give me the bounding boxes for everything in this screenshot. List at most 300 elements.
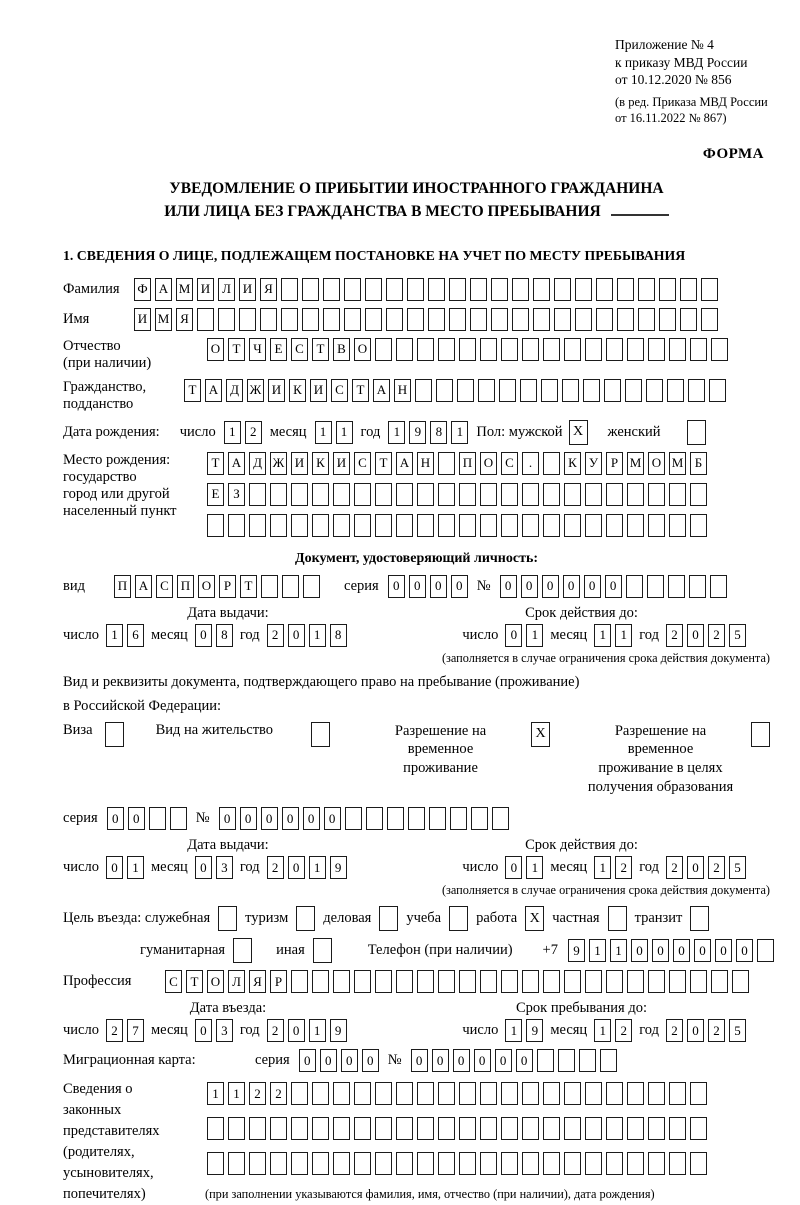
char-cell[interactable] — [564, 1082, 581, 1105]
char-cell[interactable]: А — [135, 575, 152, 598]
char-cell[interactable] — [709, 379, 726, 402]
char-cell[interactable] — [459, 970, 476, 993]
char-cell[interactable] — [543, 970, 560, 993]
humanitarian-checkbox[interactable] — [233, 938, 252, 963]
char-cell[interactable] — [333, 1152, 350, 1175]
char-cell[interactable] — [459, 514, 476, 537]
char-cell[interactable]: 0 — [652, 939, 669, 962]
char-cell[interactable] — [386, 308, 403, 331]
char-cell[interactable] — [668, 575, 685, 598]
char-cell[interactable]: 0 — [451, 575, 468, 598]
char-cell[interactable] — [617, 278, 634, 301]
char-cell[interactable]: . — [522, 452, 539, 475]
char-cell[interactable]: Я — [260, 278, 277, 301]
char-cell[interactable] — [585, 483, 602, 506]
official-checkbox[interactable] — [218, 906, 237, 931]
char-cell[interactable] — [626, 575, 643, 598]
char-cell[interactable] — [648, 970, 665, 993]
char-cell[interactable] — [291, 970, 308, 993]
char-cell[interactable] — [459, 483, 476, 506]
char-cell[interactable]: 0 — [299, 1049, 316, 1072]
char-cell[interactable]: 1 — [309, 856, 326, 879]
char-cell[interactable] — [690, 338, 707, 361]
char-cell[interactable] — [375, 514, 392, 537]
char-cell[interactable] — [459, 338, 476, 361]
char-cell[interactable] — [690, 514, 707, 537]
char-cell[interactable]: 1 — [526, 856, 543, 879]
char-cell[interactable]: О — [207, 338, 224, 361]
char-cell[interactable] — [491, 278, 508, 301]
char-cell[interactable]: 0 — [324, 807, 341, 830]
char-cell[interactable] — [585, 514, 602, 537]
char-cell[interactable]: 7 — [127, 1019, 144, 1042]
char-cell[interactable]: Ж — [270, 452, 287, 475]
temp-residence-checkbox[interactable]: X — [531, 722, 550, 747]
char-cell[interactable] — [757, 939, 774, 962]
char-cell[interactable] — [669, 338, 686, 361]
char-cell[interactable] — [688, 379, 705, 402]
char-cell[interactable] — [625, 379, 642, 402]
char-cell[interactable]: 2 — [249, 1082, 266, 1105]
char-cell[interactable] — [323, 308, 340, 331]
char-cell[interactable] — [302, 308, 319, 331]
char-cell[interactable] — [291, 1152, 308, 1175]
char-cell[interactable]: О — [648, 452, 665, 475]
char-cell[interactable] — [386, 278, 403, 301]
char-cell[interactable]: 1 — [526, 624, 543, 647]
char-cell[interactable] — [710, 575, 727, 598]
char-cell[interactable] — [282, 575, 299, 598]
char-cell[interactable] — [627, 483, 644, 506]
char-cell[interactable] — [579, 1049, 596, 1072]
char-cell[interactable] — [659, 278, 676, 301]
tourism-checkbox[interactable] — [296, 906, 315, 931]
char-cell[interactable] — [228, 1152, 245, 1175]
char-cell[interactable]: 0 — [128, 807, 145, 830]
char-cell[interactable] — [522, 1152, 539, 1175]
char-cell[interactable]: М — [669, 452, 686, 475]
private-checkbox[interactable] — [608, 906, 627, 931]
char-cell[interactable]: 9 — [409, 421, 426, 444]
char-cell[interactable] — [207, 1152, 224, 1175]
char-cell[interactable] — [543, 483, 560, 506]
char-cell[interactable]: М — [155, 308, 172, 331]
char-cell[interactable] — [533, 308, 550, 331]
male-checkbox[interactable]: X — [569, 420, 588, 445]
char-cell[interactable] — [354, 970, 371, 993]
char-cell[interactable]: 9 — [568, 939, 585, 962]
char-cell[interactable]: И — [268, 379, 285, 402]
char-cell[interactable] — [543, 338, 560, 361]
char-cell[interactable]: 5 — [729, 856, 746, 879]
char-cell[interactable]: 0 — [516, 1049, 533, 1072]
char-cell[interactable] — [648, 514, 665, 537]
char-cell[interactable]: Т — [312, 338, 329, 361]
char-cell[interactable] — [436, 379, 453, 402]
char-cell[interactable] — [554, 278, 571, 301]
char-cell[interactable] — [596, 308, 613, 331]
char-cell[interactable]: 0 — [687, 1019, 704, 1042]
char-cell[interactable]: 8 — [216, 624, 233, 647]
char-cell[interactable]: 2 — [708, 624, 725, 647]
char-cell[interactable] — [450, 807, 467, 830]
char-cell[interactable]: 0 — [107, 807, 124, 830]
char-cell[interactable] — [533, 278, 550, 301]
work-checkbox[interactable]: X — [525, 906, 544, 931]
char-cell[interactable] — [429, 807, 446, 830]
char-cell[interactable] — [270, 514, 287, 537]
char-cell[interactable] — [438, 338, 455, 361]
char-cell[interactable] — [606, 1117, 623, 1140]
char-cell[interactable]: 0 — [195, 1019, 212, 1042]
char-cell[interactable]: 1 — [224, 421, 241, 444]
char-cell[interactable]: 6 — [127, 624, 144, 647]
char-cell[interactable]: 0 — [453, 1049, 470, 1072]
char-cell[interactable]: 1 — [336, 421, 353, 444]
char-cell[interactable] — [291, 1082, 308, 1105]
char-cell[interactable]: Т — [186, 970, 203, 993]
char-cell[interactable]: Я — [249, 970, 266, 993]
char-cell[interactable] — [387, 807, 404, 830]
char-cell[interactable]: И — [333, 452, 350, 475]
char-cell[interactable] — [249, 514, 266, 537]
char-cell[interactable] — [575, 278, 592, 301]
char-cell[interactable] — [459, 1082, 476, 1105]
char-cell[interactable] — [375, 1152, 392, 1175]
char-cell[interactable] — [312, 483, 329, 506]
char-cell[interactable]: 2 — [666, 856, 683, 879]
char-cell[interactable] — [417, 970, 434, 993]
char-cell[interactable]: 0 — [605, 575, 622, 598]
char-cell[interactable] — [396, 1082, 413, 1105]
char-cell[interactable] — [480, 1082, 497, 1105]
study-checkbox[interactable] — [449, 906, 468, 931]
char-cell[interactable] — [522, 970, 539, 993]
char-cell[interactable] — [438, 1152, 455, 1175]
char-cell[interactable]: 3 — [216, 1019, 233, 1042]
char-cell[interactable]: 5 — [729, 1019, 746, 1042]
char-cell[interactable] — [291, 483, 308, 506]
char-cell[interactable] — [270, 1117, 287, 1140]
char-cell[interactable] — [648, 1152, 665, 1175]
char-cell[interactable] — [291, 1117, 308, 1140]
char-cell[interactable] — [312, 1152, 329, 1175]
char-cell[interactable] — [249, 483, 266, 506]
char-cell[interactable]: 0 — [687, 624, 704, 647]
char-cell[interactable]: 1 — [594, 856, 611, 879]
char-cell[interactable] — [396, 970, 413, 993]
char-cell[interactable] — [606, 514, 623, 537]
char-cell[interactable]: И — [291, 452, 308, 475]
char-cell[interactable]: П — [177, 575, 194, 598]
char-cell[interactable] — [449, 308, 466, 331]
char-cell[interactable] — [501, 1117, 518, 1140]
char-cell[interactable]: А — [396, 452, 413, 475]
char-cell[interactable] — [659, 308, 676, 331]
char-cell[interactable] — [281, 308, 298, 331]
char-cell[interactable]: 0 — [106, 856, 123, 879]
char-cell[interactable]: 2 — [267, 1019, 284, 1042]
char-cell[interactable]: 1 — [315, 421, 332, 444]
char-cell[interactable] — [428, 308, 445, 331]
char-cell[interactable]: 0 — [521, 575, 538, 598]
char-cell[interactable] — [415, 379, 432, 402]
char-cell[interactable]: 0 — [195, 856, 212, 879]
char-cell[interactable]: С — [331, 379, 348, 402]
char-cell[interactable] — [667, 379, 684, 402]
char-cell[interactable]: 0 — [505, 624, 522, 647]
char-cell[interactable] — [585, 1117, 602, 1140]
visa-checkbox[interactable] — [105, 722, 124, 747]
char-cell[interactable]: Р — [219, 575, 236, 598]
char-cell[interactable] — [585, 338, 602, 361]
char-cell[interactable] — [260, 308, 277, 331]
char-cell[interactable]: Л — [218, 278, 235, 301]
char-cell[interactable]: А — [205, 379, 222, 402]
char-cell[interactable]: 8 — [330, 624, 347, 647]
char-cell[interactable]: 0 — [282, 807, 299, 830]
char-cell[interactable]: 1 — [615, 624, 632, 647]
char-cell[interactable]: Е — [270, 338, 287, 361]
char-cell[interactable]: 1 — [106, 624, 123, 647]
char-cell[interactable] — [471, 807, 488, 830]
residence-permit-checkbox[interactable] — [311, 722, 330, 747]
char-cell[interactable]: 0 — [288, 1019, 305, 1042]
char-cell[interactable] — [417, 1082, 434, 1105]
char-cell[interactable] — [543, 452, 560, 475]
char-cell[interactable]: 0 — [715, 939, 732, 962]
char-cell[interactable]: Ч — [249, 338, 266, 361]
char-cell[interactable]: 0 — [303, 807, 320, 830]
char-cell[interactable]: 0 — [500, 575, 517, 598]
char-cell[interactable] — [558, 1049, 575, 1072]
char-cell[interactable] — [604, 379, 621, 402]
char-cell[interactable] — [669, 514, 686, 537]
char-cell[interactable]: 0 — [409, 575, 426, 598]
char-cell[interactable] — [669, 483, 686, 506]
char-cell[interactable]: 0 — [261, 807, 278, 830]
char-cell[interactable] — [575, 308, 592, 331]
char-cell[interactable] — [323, 278, 340, 301]
char-cell[interactable]: Ж — [247, 379, 264, 402]
char-cell[interactable] — [499, 379, 516, 402]
char-cell[interactable] — [354, 1152, 371, 1175]
char-cell[interactable] — [606, 338, 623, 361]
char-cell[interactable]: Т — [184, 379, 201, 402]
char-cell[interactable] — [207, 1117, 224, 1140]
transit-checkbox[interactable] — [690, 906, 709, 931]
char-cell[interactable]: 0 — [673, 939, 690, 962]
char-cell[interactable] — [543, 1117, 560, 1140]
char-cell[interactable]: А — [155, 278, 172, 301]
char-cell[interactable] — [428, 278, 445, 301]
char-cell[interactable] — [291, 514, 308, 537]
char-cell[interactable]: 0 — [240, 807, 257, 830]
char-cell[interactable] — [396, 1152, 413, 1175]
char-cell[interactable] — [407, 308, 424, 331]
char-cell[interactable] — [438, 1082, 455, 1105]
char-cell[interactable] — [207, 514, 224, 537]
char-cell[interactable]: 2 — [270, 1082, 287, 1105]
char-cell[interactable] — [543, 514, 560, 537]
char-cell[interactable] — [459, 1152, 476, 1175]
char-cell[interactable]: 8 — [430, 421, 447, 444]
temp-residence-edu-checkbox[interactable] — [751, 722, 770, 747]
char-cell[interactable] — [669, 1082, 686, 1105]
char-cell[interactable]: О — [480, 452, 497, 475]
char-cell[interactable] — [396, 483, 413, 506]
char-cell[interactable]: 0 — [320, 1049, 337, 1072]
char-cell[interactable] — [375, 483, 392, 506]
char-cell[interactable]: 0 — [736, 939, 753, 962]
char-cell[interactable] — [648, 1117, 665, 1140]
char-cell[interactable] — [312, 1117, 329, 1140]
char-cell[interactable]: 0 — [411, 1049, 428, 1072]
char-cell[interactable]: 1 — [589, 939, 606, 962]
char-cell[interactable]: И — [197, 278, 214, 301]
char-cell[interactable] — [438, 970, 455, 993]
char-cell[interactable]: 0 — [584, 575, 601, 598]
char-cell[interactable]: 3 — [216, 856, 233, 879]
char-cell[interactable] — [701, 278, 718, 301]
char-cell[interactable] — [333, 1117, 350, 1140]
char-cell[interactable]: 0 — [687, 856, 704, 879]
char-cell[interactable]: 1 — [207, 1082, 224, 1105]
char-cell[interactable] — [690, 1117, 707, 1140]
char-cell[interactable] — [648, 483, 665, 506]
char-cell[interactable] — [249, 1152, 266, 1175]
char-cell[interactable] — [239, 308, 256, 331]
char-cell[interactable] — [302, 278, 319, 301]
char-cell[interactable]: 1 — [388, 421, 405, 444]
char-cell[interactable] — [690, 970, 707, 993]
char-cell[interactable] — [522, 1117, 539, 1140]
char-cell[interactable] — [669, 970, 686, 993]
char-cell[interactable] — [541, 379, 558, 402]
char-cell[interactable] — [249, 1117, 266, 1140]
char-cell[interactable] — [457, 379, 474, 402]
char-cell[interactable]: У — [585, 452, 602, 475]
char-cell[interactable]: 0 — [430, 575, 447, 598]
char-cell[interactable] — [197, 308, 214, 331]
char-cell[interactable] — [564, 970, 581, 993]
char-cell[interactable]: 0 — [432, 1049, 449, 1072]
char-cell[interactable] — [396, 1117, 413, 1140]
char-cell[interactable] — [354, 514, 371, 537]
char-cell[interactable]: 1 — [594, 624, 611, 647]
char-cell[interactable]: 1 — [451, 421, 468, 444]
char-cell[interactable] — [303, 575, 320, 598]
char-cell[interactable]: 1 — [127, 856, 144, 879]
char-cell[interactable]: К — [289, 379, 306, 402]
char-cell[interactable]: 0 — [288, 856, 305, 879]
char-cell[interactable]: С — [501, 452, 518, 475]
char-cell[interactable] — [218, 308, 235, 331]
char-cell[interactable] — [417, 514, 434, 537]
char-cell[interactable] — [438, 452, 455, 475]
char-cell[interactable]: Т — [375, 452, 392, 475]
char-cell[interactable]: Д — [249, 452, 266, 475]
char-cell[interactable] — [438, 514, 455, 537]
char-cell[interactable]: 0 — [542, 575, 559, 598]
char-cell[interactable]: 2 — [666, 624, 683, 647]
char-cell[interactable] — [627, 338, 644, 361]
char-cell[interactable] — [365, 278, 382, 301]
char-cell[interactable] — [459, 1117, 476, 1140]
char-cell[interactable] — [701, 308, 718, 331]
char-cell[interactable] — [564, 483, 581, 506]
char-cell[interactable]: Е — [207, 483, 224, 506]
char-cell[interactable] — [627, 1082, 644, 1105]
char-cell[interactable] — [648, 1082, 665, 1105]
char-cell[interactable] — [149, 807, 166, 830]
char-cell[interactable] — [480, 338, 497, 361]
char-cell[interactable] — [478, 379, 495, 402]
char-cell[interactable]: 0 — [495, 1049, 512, 1072]
char-cell[interactable] — [512, 308, 529, 331]
char-cell[interactable] — [647, 575, 664, 598]
char-cell[interactable] — [522, 514, 539, 537]
char-cell[interactable]: 0 — [388, 575, 405, 598]
char-cell[interactable]: 2 — [615, 1019, 632, 1042]
char-cell[interactable]: И — [310, 379, 327, 402]
char-cell[interactable]: Л — [228, 970, 245, 993]
char-cell[interactable] — [680, 278, 697, 301]
char-cell[interactable] — [583, 379, 600, 402]
char-cell[interactable] — [522, 483, 539, 506]
char-cell[interactable] — [543, 1152, 560, 1175]
char-cell[interactable] — [480, 483, 497, 506]
char-cell[interactable]: 2 — [708, 1019, 725, 1042]
char-cell[interactable] — [228, 1117, 245, 1140]
char-cell[interactable] — [600, 1049, 617, 1072]
char-cell[interactable] — [365, 308, 382, 331]
char-cell[interactable] — [564, 1152, 581, 1175]
char-cell[interactable]: 2 — [615, 856, 632, 879]
char-cell[interactable]: С — [291, 338, 308, 361]
char-cell[interactable] — [270, 1152, 287, 1175]
char-cell[interactable] — [689, 575, 706, 598]
char-cell[interactable]: С — [354, 452, 371, 475]
char-cell[interactable] — [537, 1049, 554, 1072]
char-cell[interactable]: 0 — [288, 624, 305, 647]
char-cell[interactable] — [711, 970, 728, 993]
char-cell[interactable] — [669, 1152, 686, 1175]
char-cell[interactable]: М — [176, 278, 193, 301]
char-cell[interactable] — [596, 278, 613, 301]
char-cell[interactable] — [407, 278, 424, 301]
char-cell[interactable] — [396, 514, 413, 537]
char-cell[interactable] — [606, 1152, 623, 1175]
char-cell[interactable]: 2 — [666, 1019, 683, 1042]
char-cell[interactable]: 9 — [526, 1019, 543, 1042]
char-cell[interactable] — [375, 1082, 392, 1105]
char-cell[interactable]: 1 — [594, 1019, 611, 1042]
char-cell[interactable] — [501, 1082, 518, 1105]
other-purpose-checkbox[interactable] — [313, 938, 332, 963]
char-cell[interactable] — [522, 1082, 539, 1105]
char-cell[interactable]: 5 — [729, 624, 746, 647]
char-cell[interactable] — [501, 483, 518, 506]
char-cell[interactable] — [501, 1152, 518, 1175]
char-cell[interactable] — [522, 338, 539, 361]
char-cell[interactable] — [638, 278, 655, 301]
char-cell[interactable] — [333, 1082, 350, 1105]
char-cell[interactable]: С — [165, 970, 182, 993]
char-cell[interactable]: 1 — [309, 1019, 326, 1042]
char-cell[interactable] — [501, 970, 518, 993]
char-cell[interactable] — [354, 1082, 371, 1105]
